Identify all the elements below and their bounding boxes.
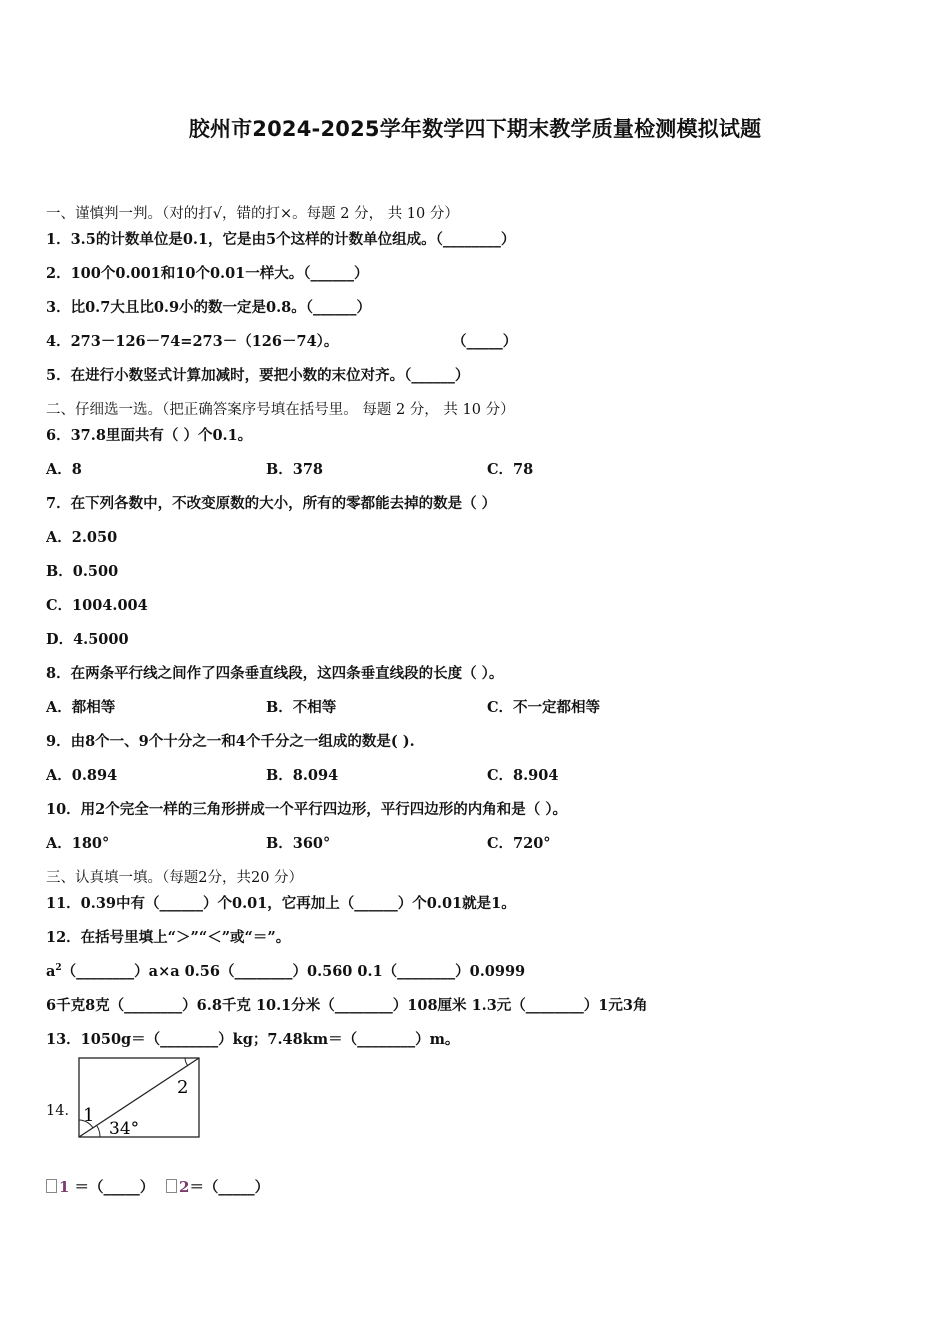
angle-symbol-icon (46, 1179, 57, 1193)
figure-label-1: 1 (83, 1105, 95, 1126)
q12-line1-rest: （________）a×a 0.56（________）0.560 0.1（________）0.0999 (61, 963, 526, 980)
angle-1-label: 1 (59, 1178, 70, 1196)
question-4-blank: （_____） (452, 333, 518, 350)
angle-2-label: 2 (179, 1178, 190, 1196)
q9-option-a: A．0.894 (46, 767, 118, 784)
question-12-line-2: 6千克8克（________）6.8千克 10.1分米（________）108厘米 1.3元（________）1元3角 (46, 997, 648, 1014)
question-8: 8．在两条平行线之间作了四条垂直线段，这四条垂直线段的长度（ ）。 (46, 665, 504, 682)
angle-symbol-icon (166, 1179, 177, 1193)
question-12: 12．在括号里填上“＞”“＜”或“＝”。 (46, 929, 291, 946)
page-title: 胶州市2024-2025学年数学四下期末教学质量检测模拟试题 (188, 117, 762, 141)
question-11: 11．0.39中有（______）个0.01，它再加上（______）个0.01就是1。 (46, 895, 516, 912)
figure-label-2: 2 (177, 1077, 189, 1098)
question-14-label: 14． (46, 1103, 79, 1119)
angle-1-blank: ＝（_____） (74, 1179, 155, 1196)
question-1: 1．3.5的计数单位是0.1，它是由5个这样的计数单位组成。（________） (46, 231, 516, 248)
q9-option-c: C．8.904 (487, 767, 559, 784)
q6-option-c: C．78 (487, 461, 534, 478)
section-3-heading: 三、认真填一填。（每题2分，共20 分） (46, 870, 304, 886)
question-12-line-1 (46, 960, 525, 981)
question-10: 10．用2个完全一样的三角形拼成一个平行四边形，平行四边形的内角和是（ ）。 (46, 801, 568, 818)
angle-2-blank: ＝（_____） (189, 1179, 270, 1196)
q7-option-b: B．0.500 (46, 563, 119, 580)
section-1-heading: 一、谨慎判一判。（对的打√，错的打×。每题 2 分， 共 10 分） (46, 206, 459, 222)
answer-angle-2 (166, 1176, 269, 1197)
question-13: 13．1050g＝（________）kg；7.48km＝（________）m。 (46, 1031, 460, 1048)
q10-option-b: B．360° (266, 835, 331, 852)
q7-option-a: A．2.050 (46, 529, 118, 546)
angle-arc-2 (185, 1058, 188, 1066)
q10-option-a: A．180° (46, 835, 110, 852)
figure-angle-34: 34° (109, 1119, 140, 1139)
q10-option-c: C．720° (487, 835, 551, 852)
question-7: 7．在下列各数中，不改变原数的大小，所有的零都能去掉的数是（ ） (46, 495, 497, 512)
angle-arc-34 (97, 1126, 100, 1137)
q8-option-c: C．不一定都相等 (487, 699, 601, 716)
question-5: 5．在进行小数竖式计算加减时，要把小数的末位对齐。（______） (46, 367, 470, 384)
q8-option-a: A．都相等 (46, 699, 116, 716)
q6-option-b: B．378 (266, 461, 324, 478)
q7-option-c: C．1004.004 (46, 597, 148, 614)
question-3: 3．比0.7大且比0.9小的数一定是0.8。（______） (46, 299, 372, 316)
rectangle-diagram (78, 1057, 202, 1141)
q8-option-b: B．不相等 (266, 699, 337, 716)
question-9: 9．由8个一、9个十分之一和4个千分之一组成的数是( ). (46, 733, 415, 750)
question-4: 4．273－126－74=273－（126－74）。 (46, 333, 339, 350)
q7-option-d: D．4.5000 (46, 631, 129, 648)
q6-option-a: A．8 (46, 461, 82, 478)
q12-base-a: a (46, 963, 56, 980)
question-6: 6．37.8里面共有（ ）个0.1。 (46, 427, 253, 444)
question-2: 2．100个0.001和10个0.01一样大。（______） (46, 265, 369, 282)
q9-option-b: B．8.094 (266, 767, 339, 784)
q12-exponent: 2 (55, 963, 62, 974)
answer-angle-1 (46, 1176, 154, 1197)
section-2-heading: 二、仔细选一选。（把正确答案序号填在括号里。 每题 2 分， 共 10 分） (46, 402, 515, 418)
